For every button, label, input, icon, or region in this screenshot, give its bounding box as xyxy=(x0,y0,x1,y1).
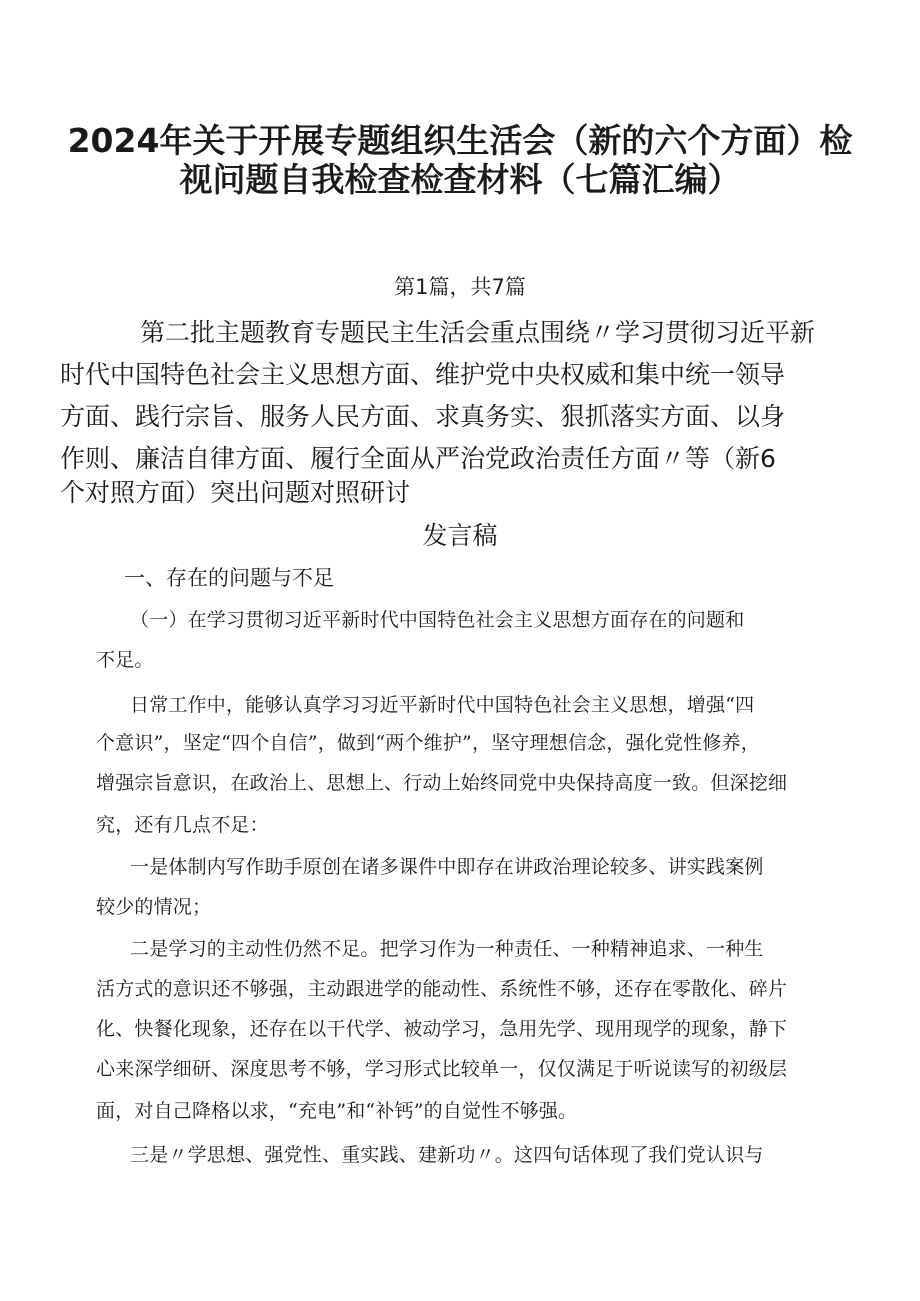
body-line-6: 究，还有几点不足： xyxy=(96,814,269,836)
body-line-9: 二是学习的主动性仍然不足。把学习作为一种责任、一种精神追求、一种生 xyxy=(130,938,764,960)
heading-line-3: 方面、践行宗旨、服务人民方面、求真务实、狠抓落实方面、以身 xyxy=(60,402,786,431)
heading-line-5: 个对照方面）突出问题对照研讨 xyxy=(60,478,411,507)
heading-line-2: 时代中国特色社会主义思想方面、维护党中央权威和集中统一领导 xyxy=(60,360,786,389)
heading-line-1: 第二批主题教育专题民主生活会重点围绕〃学习贯彻习近平新 xyxy=(140,318,816,347)
body-line-5: 增强宗旨意识，在政治上、思想上、行动上始终同党中央保持高度一致。但深挖细 xyxy=(96,772,788,794)
heading-line-4: 作则、廉洁自律方面、履行全面从严治党政治责任方面〃等（新6 xyxy=(60,444,776,473)
body-line-4: 个意识”，坚定“四个自信”，做到“两个维护”，坚守理想信念，强化党性修养， xyxy=(96,732,760,754)
body-line-7: 一是体制内写作助手原创在诸多课件中即存在讲政治理论较多、讲实践案例 xyxy=(130,856,764,878)
section-heading: 一、存在的问题与不足 xyxy=(124,566,334,590)
body-line-11: 化、快餐化现象，还存在以干代学、被动学习，急用先学、现用现学的现象，静下 xyxy=(96,1018,788,1040)
page-indicator: 第1篇，共7篇 xyxy=(394,275,526,299)
body-line-8: 较少的情况； xyxy=(96,896,212,918)
body-line-3: 日常工作中，能够认真学习习近平新时代中国特色社会主义思想，增强“四 xyxy=(130,694,755,716)
speech-title: 发言稿 xyxy=(422,521,498,550)
body-line-13: 面，对自己降格以求，“充电”和“补钙”的自觉性不够强。 xyxy=(96,1100,578,1122)
document-title-line-2: 视问题自我检查检查材料（七篇汇编） xyxy=(179,160,741,199)
body-line-12: 心来深学细研、深度思考不够，学习形式比较单一，仅仅满足于听说读写的初级层 xyxy=(96,1058,788,1080)
document-title-line-1: 2024年关于开展专题组织生活会（新的六个方面）检 xyxy=(67,121,853,160)
body-line-2: 不足。 xyxy=(96,649,154,671)
body-line-1: （一）在学习贯彻习近平新时代中国特色社会主义思想方面存在的问题和 xyxy=(130,609,745,631)
body-line-14: 三是〃学思想、强党性、重实践、建新功〃。这四句话体现了我们党认识与 xyxy=(130,1144,764,1166)
body-line-10: 活方式的意识还不够强，主动跟进学的能动性、系统性不够，还存在零散化、碎片 xyxy=(96,978,788,1000)
